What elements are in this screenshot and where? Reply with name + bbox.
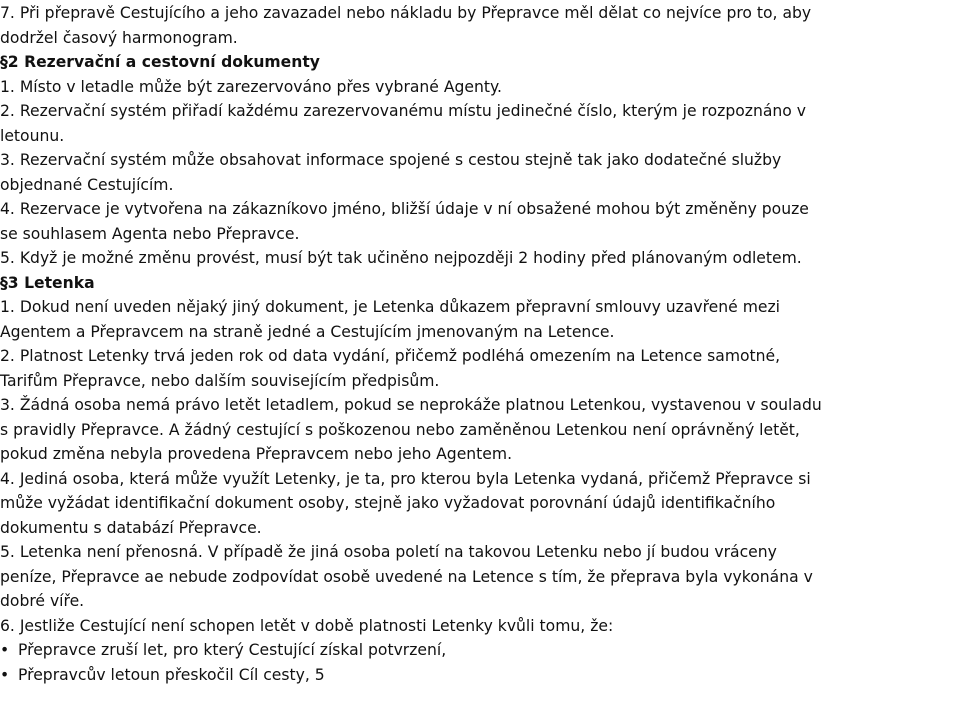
- paragraph-line: 5. Když je možné změnu provést, musí být tak učiněno nejpozději 2 hodiny před plánovaným odletem.: [0, 249, 802, 267]
- bullet-icon: •: [0, 665, 10, 684]
- bullet-item: [0, 663, 960, 688]
- paragraph-line: 1. Dokud není uveden nějaký jiný dokument, je Letenka důkazem přepravní smlouvy uzavřené mezi: [0, 298, 781, 316]
- bullet-text: Přepravcův letoun přeskočil Cíl cesty, 5: [18, 665, 325, 684]
- paragraph-line: může vyžádat identifikační dokument osoby, stejně jako vyžadovat porovnání údajů identifikačního: [0, 494, 776, 512]
- paragraph-line: 7. Při přepravě Cestujícího a jeho zavazadel nebo nákladu by Přepravce měl dělat co nejvíce pro to, aby: [0, 4, 812, 22]
- paragraph-line: dokumentu s databází Přepravce.: [0, 518, 262, 537]
- paragraph-line: 2. Platnost Letenky trvá jeden rok od data vydání, přičemž podléhá omezením na Letence samotné,: [0, 347, 781, 365]
- paragraph-line: 2. Rezervační systém přiřadí každému zarezervovanému místu jedinečné číslo, kterým je rozpoznáno v: [0, 102, 807, 120]
- paragraph-line: 5. Letenka není přenosná. V případě že jiná osoba poletí na takovou Letenku nebo jí budou vráceny: [0, 543, 777, 561]
- paragraph-line: 3. Rezervační systém může obsahovat informace spojené s cestou stejně tak jako dodatečné služby: [0, 151, 782, 169]
- paragraph-line: Agentem a Přepravcem na straně jedné a Cestujícím jmenovaným na Letence.: [0, 322, 615, 341]
- paragraph-line: 1. Místo v letadle může být zarezervováno přes vybrané Agenty.: [0, 77, 502, 96]
- paragraph-line: objednané Cestujícím.: [0, 175, 174, 194]
- paragraph-line: dodržel časový harmonogram.: [0, 28, 238, 47]
- paragraph-line: 4. Rezervace je vytvořena na zákazníkovo jméno, bližší údaje v ní obsažené mohou být změněny pouze: [0, 200, 809, 218]
- paragraph-line: 4. Jediná osoba, která může využít Letenky, je ta, pro kterou byla Letenka vydaná, přičemž Přepravce si: [0, 469, 811, 488]
- section-heading: §3 Letenka: [0, 273, 95, 292]
- paragraph-line: dobré víře.: [0, 592, 85, 610]
- paragraph-line: Tarifům Přepravce, nebo dalším souvisejícím předpisům.: [0, 371, 440, 390]
- paragraph-line: s pravidly Přepravce. A žádný cestující s poškozenou nebo zaměněnou Letenkou není oprávněný letět,: [0, 420, 800, 439]
- bullet-item: [0, 638, 960, 663]
- paragraph-line: se souhlasem Agenta nebo Přepravce.: [0, 224, 300, 243]
- bullet-text: Přepravce zruší let, pro který Cestující získal potvrzení,: [18, 641, 447, 659]
- section-heading: §2 Rezervační a cestovní dokumenty: [0, 53, 320, 71]
- paragraph-line: pokud změna nebyla provedena Přepravcem nebo jeho Agentem.: [0, 445, 513, 463]
- bullet-icon: •: [0, 641, 10, 659]
- paragraph-line: 3. Žádná osoba nemá právo letět letadlem, pokud se neprokáže platnou Letenkou, vystavenou v souladu: [0, 396, 822, 414]
- paragraph-line: peníze, Přepravce ae nebude zodpovídat osobě uvedené na Letence s tím, že přeprava byla vykonána v: [0, 567, 813, 586]
- paragraph-line: 6. Jestliže Cestující není schopen letět v době platnosti Letenky kvůli tomu, že:: [0, 616, 614, 635]
- paragraph-line: letounu.: [0, 126, 65, 145]
